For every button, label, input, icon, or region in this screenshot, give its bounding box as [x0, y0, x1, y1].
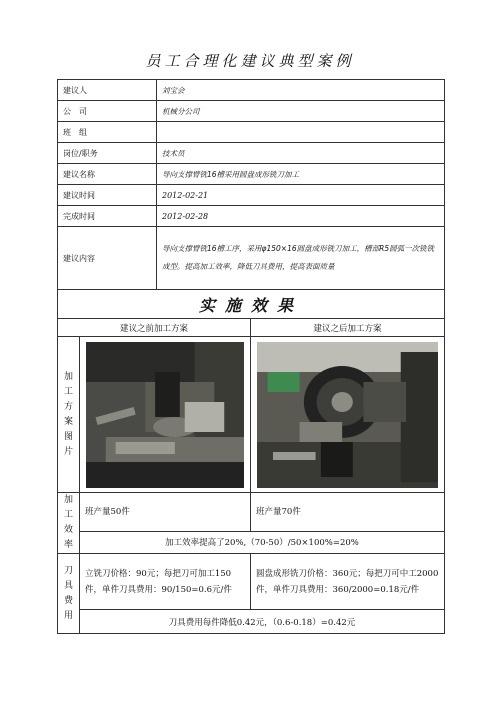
after-tool-cost: 圆盘成形铣刀价格：360元；每把刀可中工2000件，单件刀具费用：360/2000=0.18元/件: [251, 554, 445, 610]
label-content: 建议内容: [58, 227, 157, 290]
row-completion-time: [58, 206, 445, 227]
row-position: [58, 143, 445, 164]
value-company: 机械分公司: [157, 101, 445, 122]
after-photo-cell: [251, 337, 445, 493]
value-position: 技术员: [157, 143, 445, 164]
suggestion-form: [57, 79, 445, 634]
label-company: 公 司: [58, 101, 157, 122]
label-position: 岗位/职务: [58, 143, 157, 164]
row-suggestion-name: [58, 164, 445, 185]
after-machining-photo: [257, 342, 438, 488]
before-plan-header: 建议之前加工方案: [58, 319, 251, 337]
results-banner: 实施效果: [58, 290, 445, 319]
before-tool-cost: 立铣刀价格：90元；每把刀可加工150件，单件刀具费用：90/150=0.6元/件: [80, 554, 251, 610]
row-banner: [58, 290, 445, 319]
after-plan-header: 建议之后加工方案: [251, 319, 445, 337]
row-team: [58, 122, 445, 143]
label-proposer: 建议人: [58, 80, 157, 101]
value-suggestion-time: 2012-02-21: [157, 185, 445, 206]
tool-cost-label: 刀 具 费 用: [58, 554, 80, 634]
row-content: [58, 227, 445, 290]
row-proposer: [58, 80, 445, 101]
row-efficiency-summary: [58, 531, 445, 553]
before-machining-photo: [86, 342, 244, 488]
row-suggestion-time: [58, 185, 445, 206]
row-output: [58, 493, 445, 532]
label-completion-time: 完成时间: [58, 206, 157, 227]
document-title: 员工合理化建议典型案例: [145, 52, 355, 70]
row-plan-headers: [58, 319, 445, 337]
value-suggestion-name: 导向支撑臂铣16槽采用圆盘成形铣刀加工: [157, 164, 445, 185]
after-output: 班产量70件: [251, 493, 445, 532]
value-proposer: 刘宝会: [157, 80, 445, 101]
label-team: 班 组: [58, 122, 157, 143]
label-suggestion-time: 建议时间: [58, 185, 157, 206]
tool-cost-summary: 刀具费用每件降低0.42元，（0.6-0.18）=0.42元: [80, 610, 445, 634]
value-completion-time: 2012-02-28: [157, 206, 445, 227]
row-tool-summary: [58, 610, 445, 634]
value-team: [157, 122, 445, 143]
efficiency-label: 加 工 效 率: [58, 493, 80, 554]
row-company: [58, 101, 445, 122]
label-suggestion-name: 建议名称: [58, 164, 157, 185]
before-output: 班产量50件: [80, 493, 251, 532]
before-photo-cell: [80, 337, 251, 493]
row-tool-cost: [58, 554, 445, 610]
value-content: 导向支撑臂铣16槽工序，采用φ150×16圆盘成形铣刀加工，槽部R5圆弧一次铣铣成型。提高加工效率，降低刀具费用，提高表面质量: [157, 227, 445, 290]
row-images: [58, 337, 445, 493]
efficiency-summary: 加工效率提高了20%,（70-50）/50×100%=20%: [80, 531, 445, 553]
image-section-label: 加 工 方 案 图 片: [58, 337, 80, 493]
